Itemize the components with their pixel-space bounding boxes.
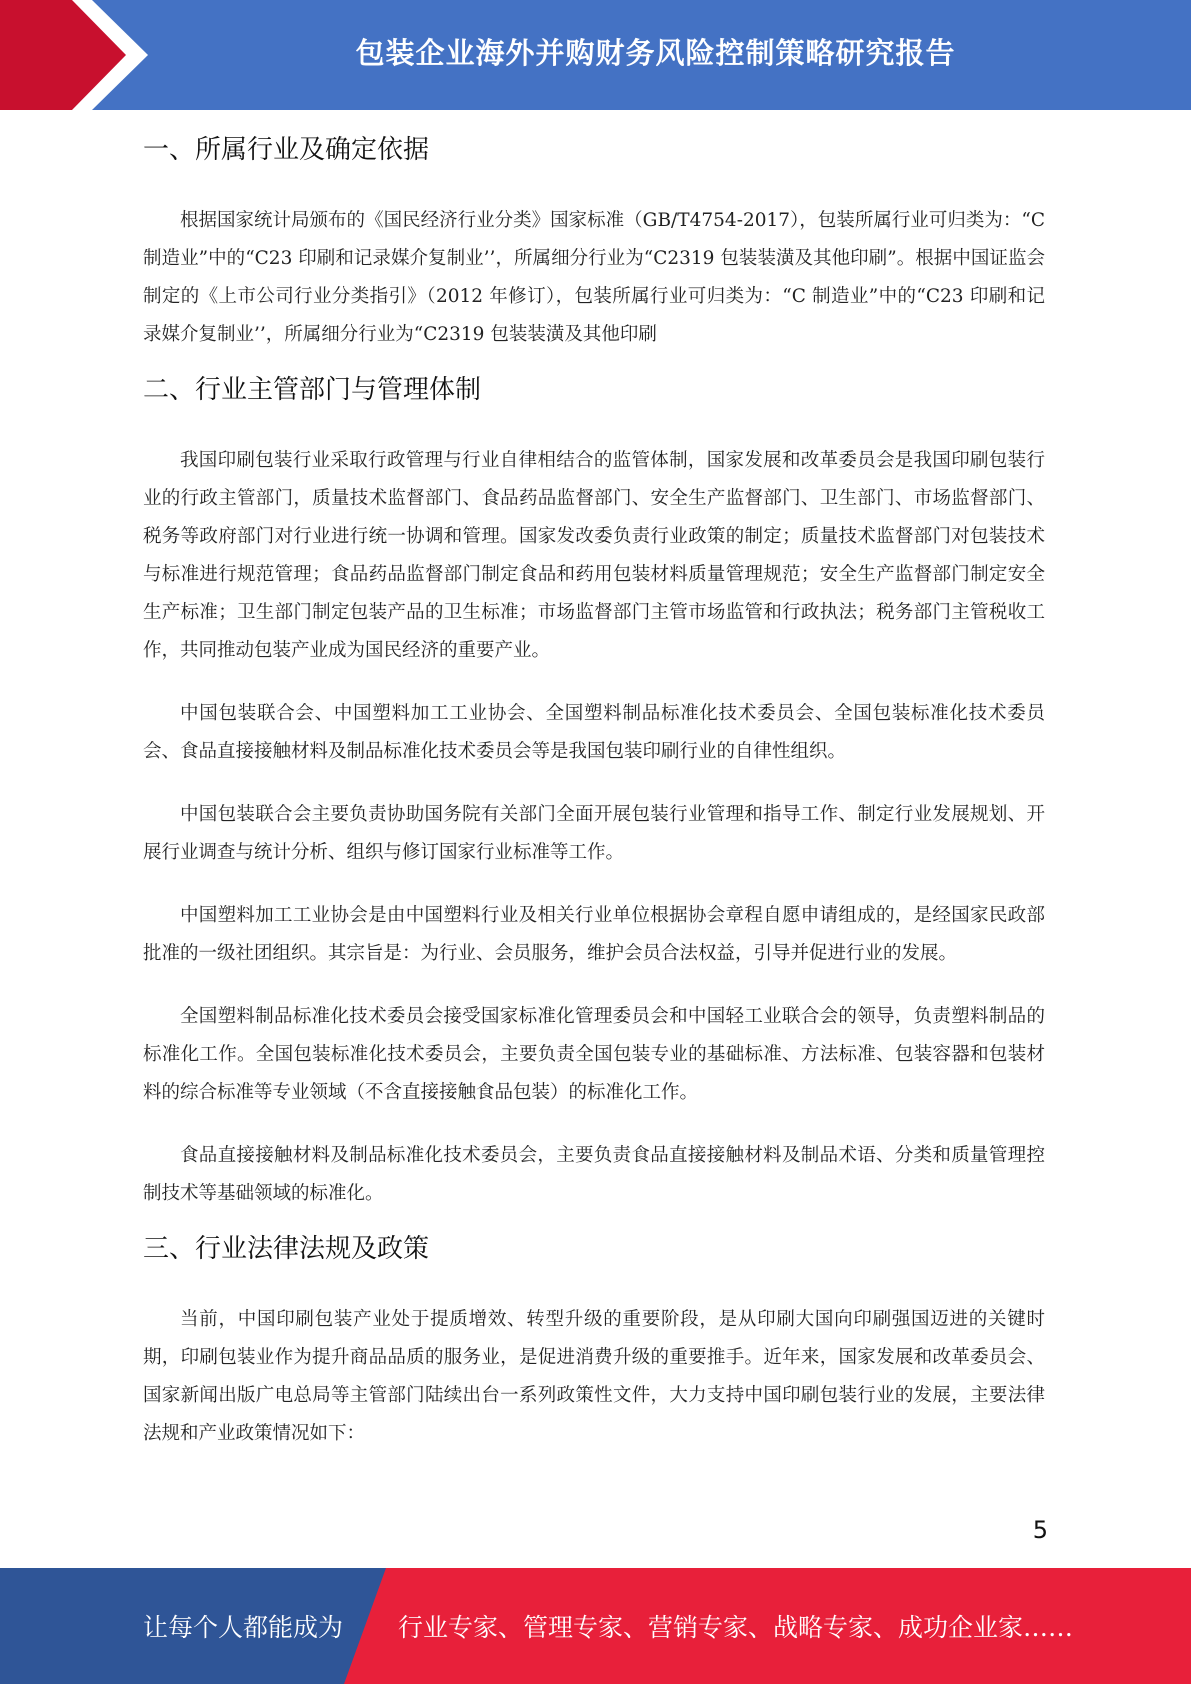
paragraph: 当前，中国印刷包装产业处于提质增效、转型升级的重要阶段，是从印刷大国向印刷强国迈进的关键时期，印刷包装业作为提升商品品质的服务业，是促进消费升级的重要推手。近年来，国家发展和改革委员会、国家新闻出版广电总局等主管部门陆续出台一系列政策性文件，大力支持中国印刷包装行业的发展，主要法律法规和产业政策情况如下： (143, 1309, 1045, 1444)
report-title: 包装企业海外并购财务风险控制策略研究报告 (355, 35, 956, 70)
section-heading-1: 一、所属行业及确定依据 (143, 135, 430, 165)
paragraph: 中国塑料加工工业协会是由中国塑料行业及相关行业单位根据协会章程自愿申请组成的，是经国家民政部批准的一级社团组织。其宗旨是：为行业、会员服务，维护会员合法权益，引导并促进行业的发展。 (143, 905, 1045, 964)
footer-slogan-left: 让每个人都能成为 (143, 1613, 344, 1642)
page-number: 5 (1032, 1516, 1048, 1544)
paragraph: 中国包装联合会主要负责协助国务院有关部门全面开展包装行业管理和指导工作、制定行业发展规划、开展行业调查与统计分析、组织与修订国家行业标准等工作。 (143, 804, 1045, 863)
paragraph: 我国印刷包装行业采取行政管理与行业自律相结合的监管体制，国家发展和改革委员会是我国印刷包装行业的行政主管部门，质量技术监督部门、食品药品监督部门、安全生产监督部门、卫生部门、市场监督部门、税务等政府部门对行业进行统一协调和管理。国家发改委负责行业政策的制定；质量技术监督部门对包装技术与标准进行规范管理；食品药品监督部门制定食品和药用包装材料质量管理规范；安全生产监督部门制定安全生产标准；卫生部门制定包装产品的卫生标准；市场监督部门主管市场监管和行政执法；税务部门主管税收工作，共同推动包装产业成为国民经济的重要产业。 (143, 450, 1045, 661)
footer-slogan-right: 行业专家、管理专家、营销专家、战略专家、成功企业家…… (398, 1613, 1074, 1642)
paragraph: 全国塑料制品标准化技术委员会接受国家标准化管理委员会和中国轻工业联合会的领导，负责塑料制品的标准化工作。全国包装标准化技术委员会，主要负责全国包装专业的基础标准、方法标准、包装容器和包装材料的综合标准等专业领域（不含直接接触食品包装）的标准化工作。 (143, 1006, 1045, 1103)
document-body (143, 128, 1045, 1453)
paragraph: 食品直接接触材料及制品标准化技术委员会，主要负责食品直接接触材料及制品术语、分类和质量管理控制技术等基础领域的标准化。 (143, 1145, 1045, 1204)
paragraph: 中国包装联合会、中国塑料加工工业协会、全国塑料制品标准化技术委员会、全国包装标准化技术委员会、食品直接接触材料及制品标准化技术委员会等是我国包装印刷行业的自律性组织。 (143, 703, 1045, 762)
page-footer (0, 1568, 1191, 1684)
section-heading-3: 三、行业法律法规及政策 (143, 1234, 430, 1264)
page-header (0, 0, 1191, 110)
section-heading-2: 二、行业主管部门与管理体制 (143, 375, 482, 405)
paragraph: 根据国家统计局颁布的《国民经济行业分类》国家标准（GB/T4754-2017），包装所属行业可归类为：“C 制造业”中的“C23 印刷和记录媒介复制业’’，所属细分行业为“C2319 包装装潢及其他印刷”。根据中国证监会制定的《上市公司行业分类指引》（2012 年修订），包装所属行业可归类为：“C 制造业”中的“C23 印刷和记录媒介复制业’’，所属细分行业为“C2319 包装装潢及其他印刷 (143, 210, 1045, 345)
